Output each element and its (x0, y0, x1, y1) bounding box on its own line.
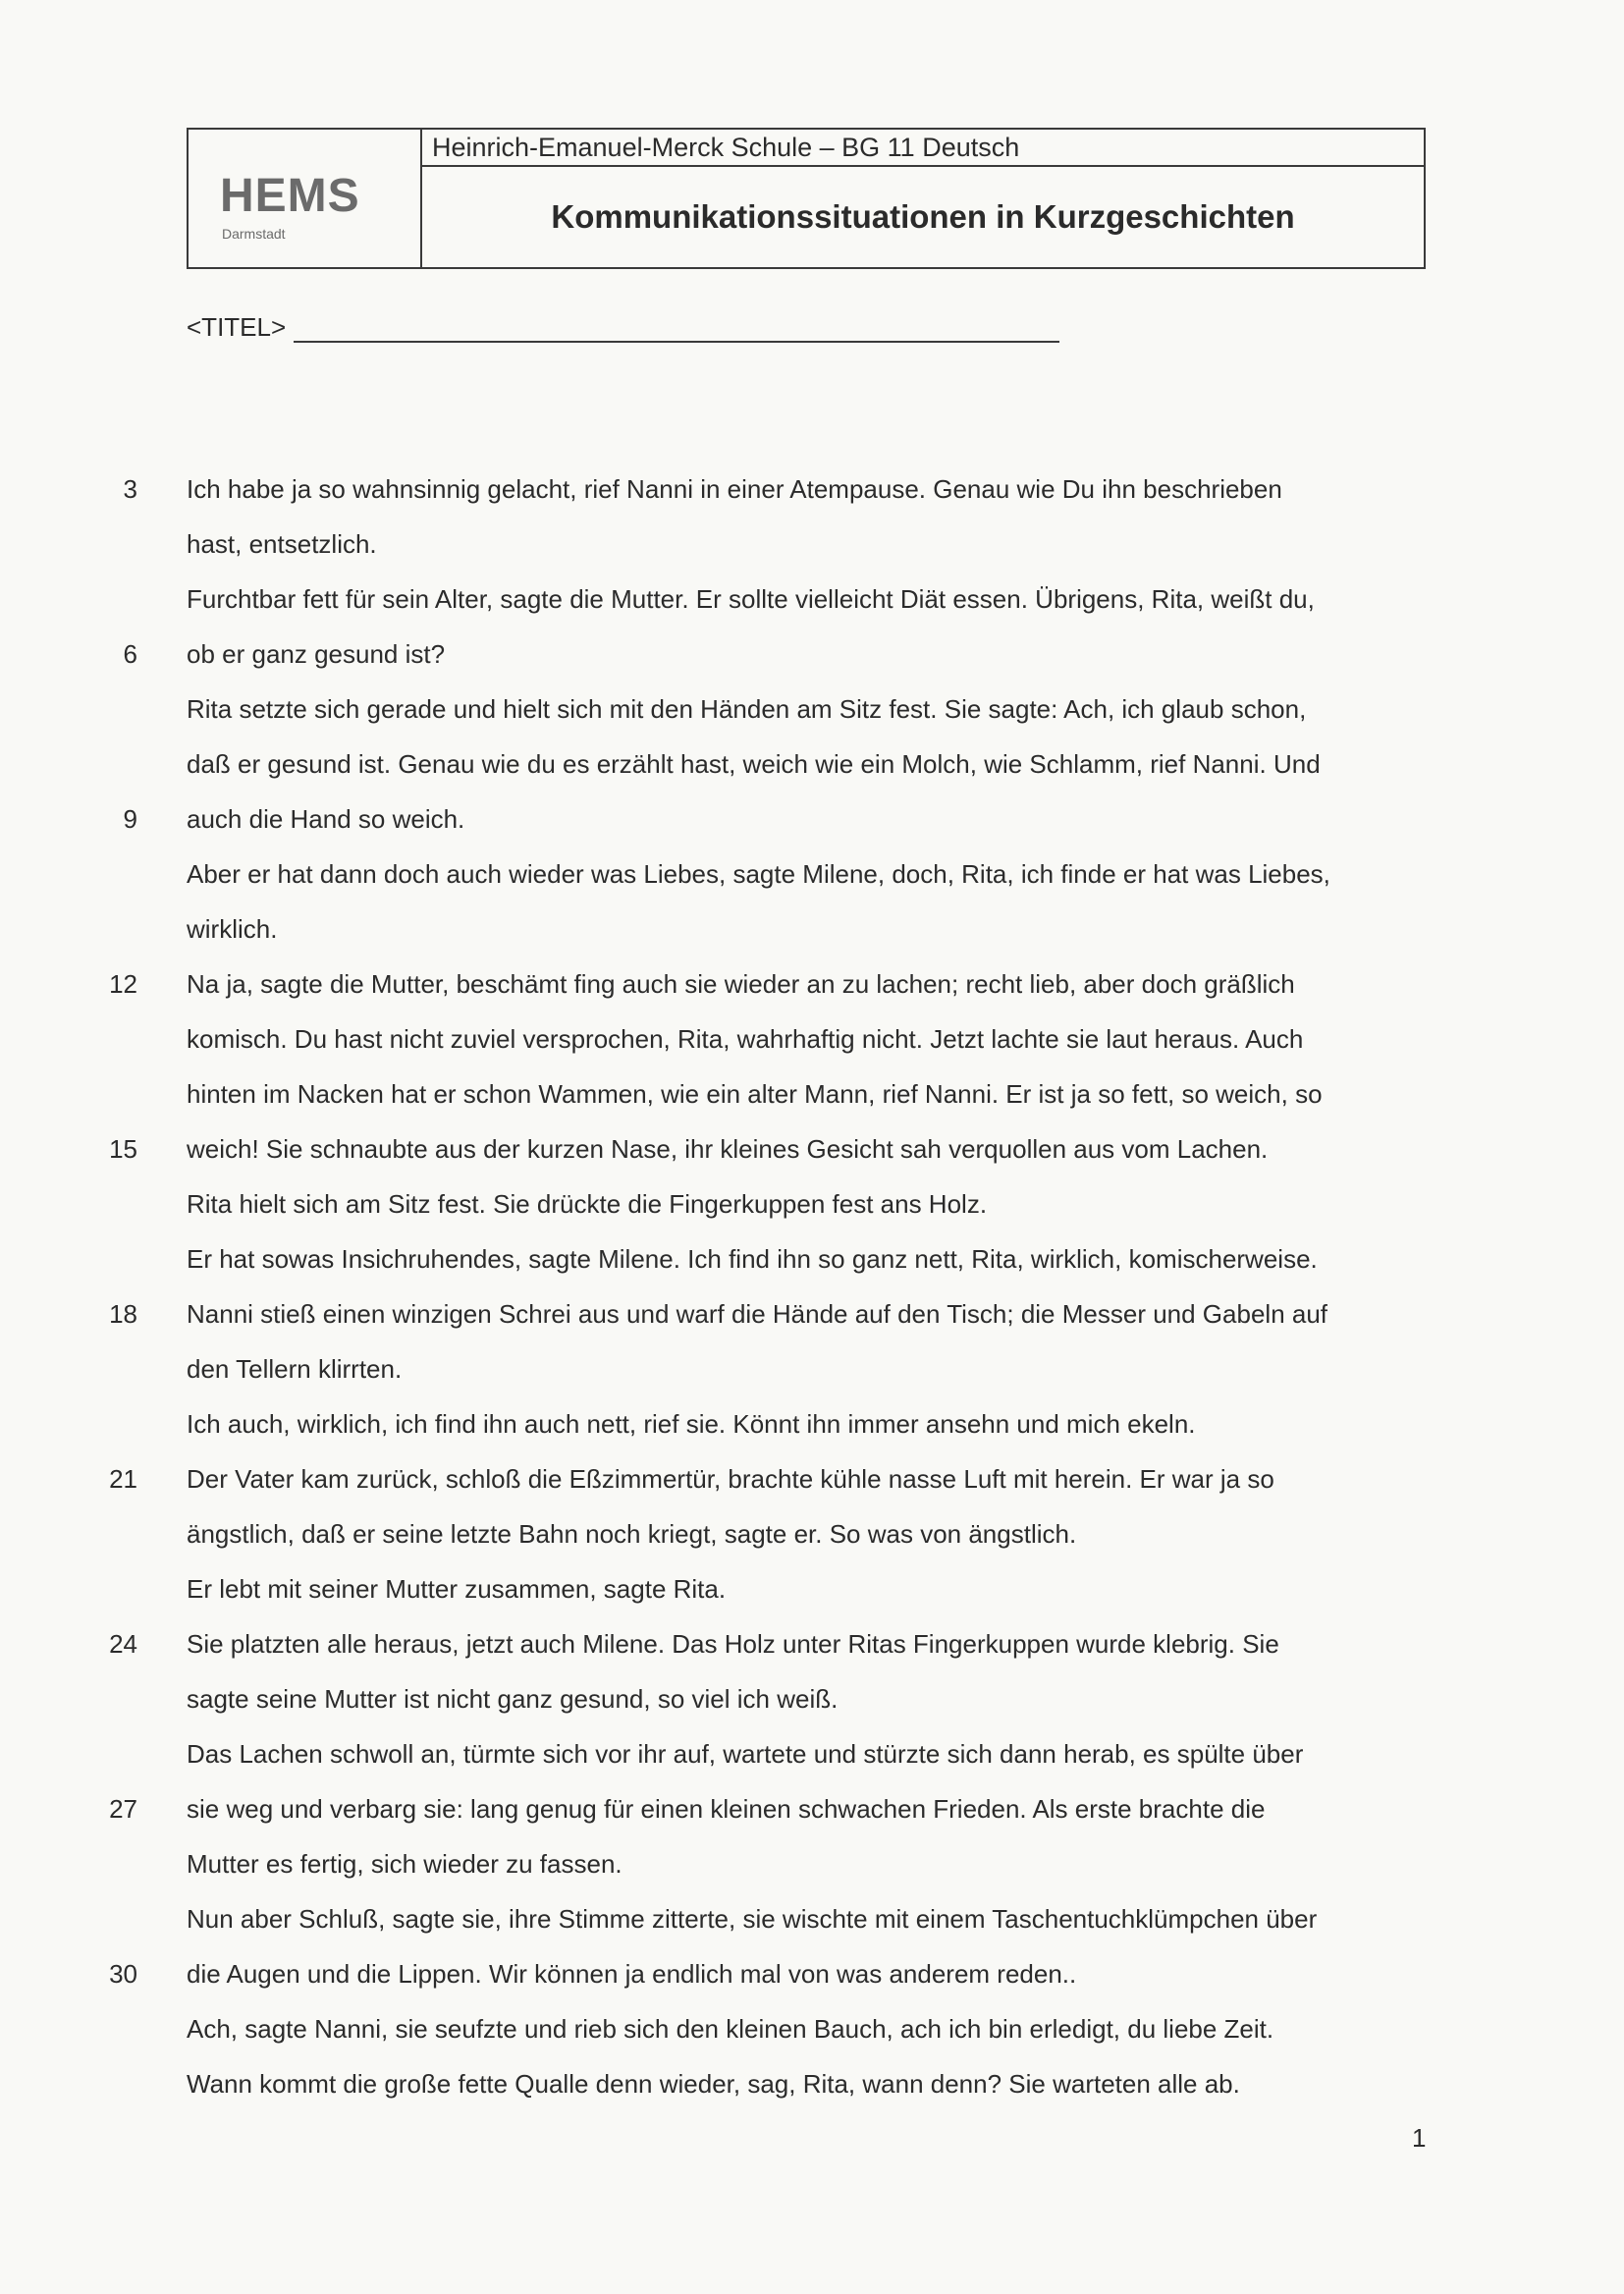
text-line (0, 1616, 1624, 1671)
line-text: Ich habe ja so wahnsinnig gelacht, rief Nanni in einer Atempause. Genau wie Du ihn beschrieben (187, 474, 1282, 504)
text-line (0, 1946, 1624, 2001)
line-number: 3 (123, 474, 137, 504)
line-number: 12 (109, 969, 137, 999)
text-line (0, 1286, 1624, 1341)
line-text: Nun aber Schluß, sagte sie, ihre Stimme zitterte, sie wischte mit einem Taschentuchklümpchen über (187, 1904, 1318, 1934)
text-line (0, 1781, 1624, 1836)
text-line (0, 956, 1624, 1011)
line-text: Na ja, sagte die Mutter, beschämt fing auch sie wieder an zu lachen; recht lieb, aber doch gräßlich (187, 969, 1295, 999)
line-number: 18 (109, 1299, 137, 1329)
text-line (0, 1836, 1624, 1891)
text-line (0, 1396, 1624, 1451)
text-line (0, 2056, 1624, 2111)
line-number: 6 (123, 639, 137, 669)
text-line (0, 1561, 1624, 1616)
story-text (0, 462, 1624, 2111)
text-line (0, 737, 1624, 792)
page-number: 1 (1412, 2123, 1427, 2153)
school-logo: HEMS (220, 170, 360, 222)
text-line (0, 1176, 1624, 1231)
line-text: Rita hielt sich am Sitz fest. Sie drückte die Fingerkuppen fest ans Holz. (187, 1189, 988, 1219)
text-line (0, 1726, 1624, 1781)
line-text: Ach, sagte Nanni, sie seufzte und rieb sich den kleinen Bauch, ach ich bin erledigt, du liebe Zeit. (187, 2014, 1274, 2044)
title-blank-line (294, 313, 1059, 343)
line-number: 21 (109, 1464, 137, 1494)
title-field-label: <TITEL> (187, 312, 287, 342)
text-line (0, 627, 1624, 682)
line-text: wirklich. (187, 914, 278, 944)
text-line (0, 462, 1624, 517)
text-line (0, 1671, 1624, 1726)
text-line (0, 517, 1624, 572)
line-text: auch die Hand so weich. (187, 804, 465, 834)
line-number: 9 (123, 804, 137, 834)
header-box (187, 128, 1426, 269)
line-text: Ich auch, wirklich, ich find ihn auch nett, rief sie. Könnt ihn immer ansehn und mich ekeln. (187, 1409, 1196, 1439)
line-number: 30 (109, 1959, 137, 1989)
line-text: Der Vater kam zurück, schloß die Eßzimmertür, brachte kühle nasse Luft mit herein. Er war ja so (187, 1464, 1274, 1494)
text-line (0, 847, 1624, 901)
line-text: Das Lachen schwoll an, türmte sich vor ihr auf, wartete und stürzte sich dann herab, es spülte über (187, 1739, 1304, 1769)
text-line (0, 1011, 1624, 1066)
text-line (0, 901, 1624, 956)
line-text: den Tellern klirrten. (187, 1354, 403, 1384)
line-text: Nanni stieß einen winzigen Schrei aus und warf die Hände auf den Tisch; die Messer und Gabeln auf (187, 1299, 1328, 1329)
line-text: weich! Sie schnaubte aus der kurzen Nase, ihr kleines Gesicht sah verquollen aus vom Lachen. (187, 1134, 1269, 1164)
line-text: ängstlich, daß er seine letzte Bahn noch kriegt, sagte er. So was von ängstlich. (187, 1519, 1077, 1549)
line-text: komisch. Du hast nicht zuviel versprochen, Rita, wahrhaftig nicht. Jetzt lachte sie laut heraus. Auch (187, 1024, 1304, 1054)
text-line (0, 682, 1624, 737)
text-line (0, 1891, 1624, 1946)
line-text: hast, entsetzlich. (187, 529, 377, 559)
text-line (0, 1506, 1624, 1561)
line-text: Mutter es fertig, sich wieder zu fassen. (187, 1849, 623, 1879)
line-text: daß er gesund ist. Genau wie du es erzählt hast, weich wie ein Molch, wie Schlamm, rief Nanni. Und (187, 749, 1321, 779)
document-title: Kommunikationssituationen in Kurzgeschichten (551, 198, 1295, 235)
text-line (0, 1341, 1624, 1396)
school-logo-city: Darmstadt (222, 226, 286, 242)
text-line (0, 1066, 1624, 1121)
line-text: Sie platzten alle heraus, jetzt auch Milene. Das Holz unter Ritas Fingerkuppen wurde klebrig. Sie (187, 1629, 1279, 1659)
text-line (0, 2001, 1624, 2056)
line-text: sie weg und verbarg sie: lang genug für einen kleinen schwachen Frieden. Als erste brachte die (187, 1794, 1266, 1824)
line-text: Er hat sowas Insichruhendes, sagte Milene. Ich find ihn so ganz nett, Rita, wirklich, komischerweise. (187, 1244, 1318, 1274)
text-line (0, 1121, 1624, 1176)
line-text: sagte seine Mutter ist nicht ganz gesund, so viel ich weiß. (187, 1684, 839, 1714)
text-line (0, 792, 1624, 847)
line-number: 24 (109, 1629, 137, 1659)
line-text: Aber er hat dann doch auch wieder was Liebes, sagte Milene, doch, Rita, ich finde er hat was Liebes, (187, 859, 1330, 889)
text-line (0, 1451, 1624, 1506)
line-text: Rita setzte sich gerade und hielt sich mit den Händen am Sitz fest. Sie sagte: Ach, ich glaub schon, (187, 694, 1307, 724)
line-text: hinten im Nacken hat er schon Wammen, wie ein alter Mann, rief Nanni. Er ist ja so fett, so weich, so (187, 1079, 1323, 1109)
line-text: Furchtbar fett für sein Alter, sagte die Mutter. Er sollte vielleicht Diät essen. Übrigens, Rita, weißt du, (187, 584, 1315, 614)
line-text: ob er ganz gesund ist? (187, 639, 446, 669)
logo-cell (189, 130, 422, 267)
line-number: 27 (109, 1794, 137, 1824)
line-text: Wann kommt die große fette Qualle denn wieder, sag, Rita, wann denn? Sie warteten alle ab. (187, 2069, 1240, 2099)
line-text: Er lebt mit seiner Mutter zusammen, sagte Rita. (187, 1574, 727, 1604)
title-field-row (187, 312, 1059, 343)
school-course-line: Heinrich-Emanuel-Merck Schule – BG 11 Deutsch (422, 130, 1424, 167)
text-line (0, 572, 1624, 627)
line-number: 15 (109, 1134, 137, 1164)
line-text: die Augen und die Lippen. Wir können ja endlich mal von was anderem reden.. (187, 1959, 1077, 1989)
text-line (0, 1231, 1624, 1286)
